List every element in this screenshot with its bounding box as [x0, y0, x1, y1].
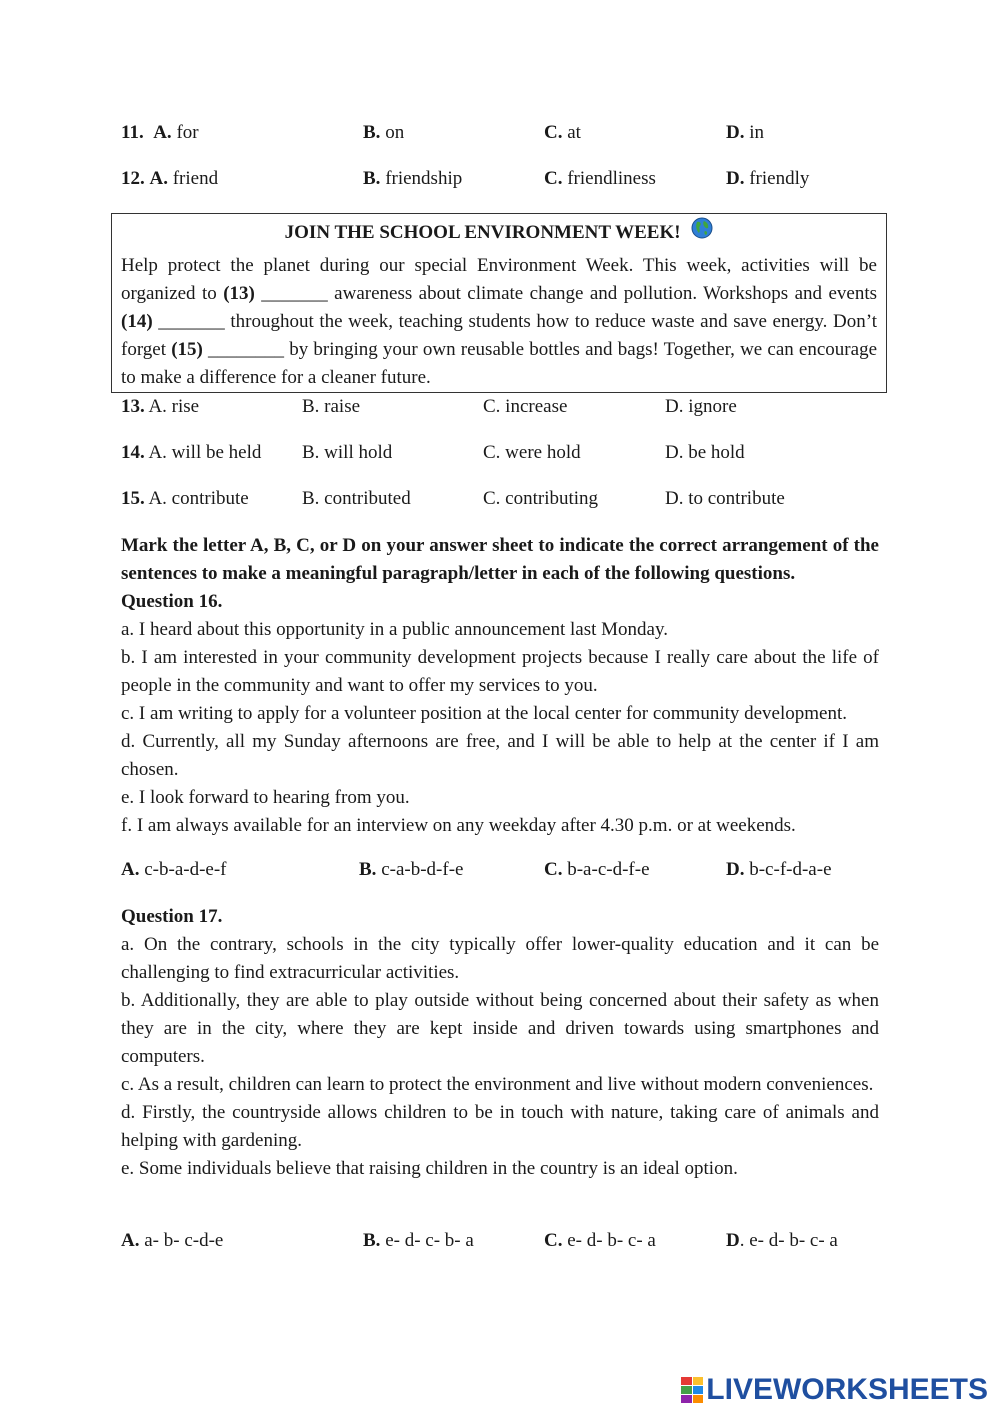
option-letter: C.: [544, 122, 563, 143]
option-d[interactable]: b-c-f-d-a-e: [749, 859, 832, 880]
option-letter: B.: [363, 122, 381, 143]
option-c[interactable]: C. increase: [483, 396, 568, 417]
logo-text: LIVEWORKSHEETS: [706, 1373, 988, 1406]
question-16-options: [121, 856, 879, 884]
option-b[interactable]: c-a-b-d-f-e: [381, 859, 464, 880]
option-a[interactable]: A. contribute: [148, 488, 249, 509]
option-letter: D.: [726, 168, 745, 189]
option-a[interactable]: for: [176, 122, 199, 143]
option-c[interactable]: at: [567, 122, 581, 143]
question-13-options: [121, 393, 879, 421]
option-b[interactable]: B. raise: [302, 396, 361, 417]
logo-mark-square: [693, 1395, 704, 1403]
question-17: [121, 903, 879, 1183]
option-a[interactable]: friend: [172, 168, 219, 189]
blank-13-label: (13): [223, 283, 255, 304]
logo-mark-square: [693, 1377, 704, 1385]
option-letter: B.: [363, 168, 381, 189]
option-letter: A.: [153, 122, 172, 143]
option-letter: B.: [359, 859, 377, 880]
sentence-c: c. I am writing to apply for a volunteer position at the local center for community development.: [121, 703, 848, 724]
section-instruction: Mark the letter A, B, C, or D on your answer sheet to indicate the correct arrangement of the sentences to make a meaningful paragraph/letter in each of the following questions.: [121, 535, 879, 584]
environment-week-notice: [111, 213, 887, 393]
option-d[interactable]: D. be hold: [665, 442, 745, 463]
option-b[interactable]: e- d- c- b- a: [385, 1230, 474, 1251]
option-letter: C.: [544, 859, 563, 880]
question-number: 15.: [121, 488, 145, 509]
option-c[interactable]: e- d- b- c- a: [567, 1230, 656, 1251]
logo-mark-square: [681, 1386, 692, 1394]
question-17-options: [121, 1227, 879, 1255]
option-letter: A.: [149, 168, 168, 189]
blank-14-label: (14): [121, 311, 153, 332]
option-a[interactable]: c-b-a-d-e-f: [144, 859, 227, 880]
question-15-options: [121, 485, 879, 513]
liveworksheets-logo[interactable]: [681, 1373, 988, 1407]
logo-mark-icon: [681, 1377, 703, 1403]
blank-15-label: (15): [171, 339, 203, 360]
option-b[interactable]: B. will hold: [302, 442, 393, 463]
option-d[interactable]: friendly: [749, 168, 810, 189]
option-letter: B.: [363, 1230, 381, 1251]
logo-mark-square: [681, 1395, 692, 1403]
question-12-options: [121, 165, 879, 193]
question-number: 13.: [121, 396, 145, 417]
sentence-e: e. I look forward to hearing from you.: [121, 787, 410, 808]
option-b[interactable]: on: [385, 122, 405, 143]
sentence-b: b. Additionally, they are able to play outside without being concerned about their safety as when they are in the city, where they are kept inside and driven towards using smartphones and computers.: [121, 990, 879, 1067]
sentence-c: c. As a result, children can learn to protect the environment and live without modern conveniences.: [121, 1074, 874, 1095]
notice-body: Help protect the planet during our special Environment Week. This week, activities will be organized to (13) _______ awareness about climate change and pollution. Workshops and events (14) _______ throughout the week, teaching students how to reduce waste and save energy. Don’t forget (15) ________ by bringing your own reusable bottles and bags! Together, we can encourage to make a difference for a cleaner future.: [121, 255, 877, 388]
option-letter: D: [726, 1230, 740, 1251]
question-16: [121, 588, 879, 840]
option-letter: C.: [544, 1230, 563, 1251]
option-b[interactable]: friendship: [385, 168, 463, 189]
option-letter: A.: [121, 1230, 140, 1251]
sentence-d: d. Currently, all my Sunday afternoons are free, and I will be able to help at the center if I am chosen.: [121, 731, 879, 780]
option-d[interactable]: D. to contribute: [665, 488, 785, 509]
option-c[interactable]: C. were hold: [483, 442, 581, 463]
option-d[interactable]: D. ignore: [665, 396, 737, 417]
sentence-f: f. I am always available for an interview on any weekday after 4.30 p.m. or at weekends.: [121, 815, 796, 836]
option-letter: C.: [544, 168, 563, 189]
sentence-d: d. Firstly, the countryside allows children to be in touch with nature, taking care of animals and helping with gardening.: [121, 1102, 879, 1151]
question-title: Question 17.: [121, 906, 223, 927]
sentence-a: a. On the contrary, schools in the city typically offer lower-quality education and it can be challenging to find extracurricular activities.: [121, 934, 879, 983]
question-14-options: [121, 439, 879, 467]
option-a[interactable]: A. rise: [148, 396, 200, 417]
sentence-a: a. I heard about this opportunity in a public announcement last Monday.: [121, 619, 669, 640]
option-b[interactable]: B. contributed: [302, 488, 411, 509]
logo-mark-square: [681, 1377, 692, 1385]
sentence-e: e. Some individuals believe that raising children in the country is an ideal option.: [121, 1158, 738, 1179]
option-c[interactable]: friendliness: [567, 168, 656, 189]
question-number: 11.: [121, 122, 144, 143]
notice-title: [112, 220, 886, 247]
question-number: 12.: [121, 168, 145, 189]
logo-mark-square: [693, 1386, 704, 1394]
sentence-b: b. I am interested in your community development projects because I really care about the life of people in the community and want to offer my services to you.: [121, 647, 879, 696]
option-letter: A.: [121, 859, 140, 880]
option-d[interactable]: . e- d- b- c- a: [739, 1230, 838, 1251]
notice-title-text: JOIN THE SCHOOL ENVIRONMENT WEEK!: [284, 222, 681, 243]
question-11-options: [121, 119, 879, 147]
question-title: Question 16.: [121, 591, 223, 612]
option-letter: D.: [726, 859, 745, 880]
option-d[interactable]: in: [749, 122, 765, 143]
option-c[interactable]: C. contributing: [483, 488, 599, 509]
option-c[interactable]: b-a-c-d-f-e: [567, 859, 650, 880]
question-number: 14.: [121, 442, 145, 463]
option-a[interactable]: a- b- c-d-e: [144, 1230, 224, 1251]
option-a[interactable]: A. will be held: [148, 442, 262, 463]
option-letter: D.: [726, 122, 745, 143]
globe-icon: [691, 217, 713, 247]
